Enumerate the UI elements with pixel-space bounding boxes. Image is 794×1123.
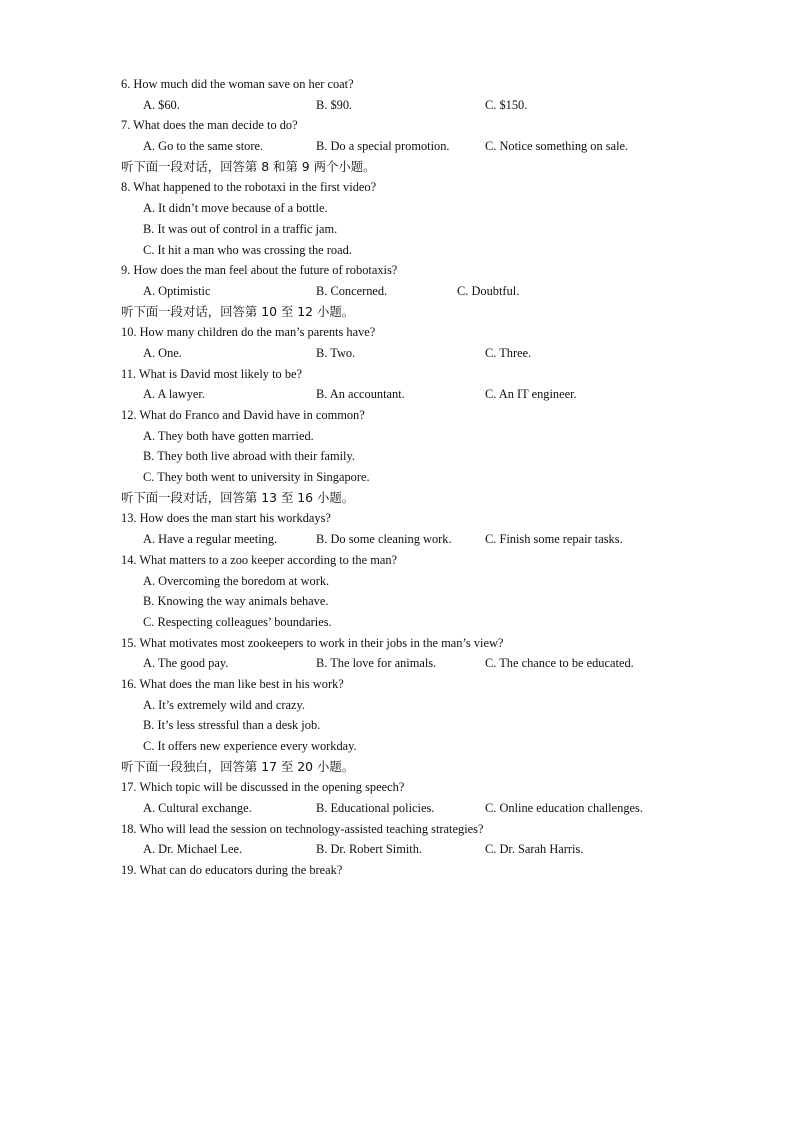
option-b: B. Educational policies. <box>316 801 435 816</box>
option-b: B. An accountant. <box>316 387 405 402</box>
question-line <box>121 74 721 95</box>
options-row <box>121 798 721 819</box>
options-row <box>121 343 721 364</box>
option-text: A. Overcoming the boredom at work. <box>143 573 330 588</box>
option-text: A. They both have gotten married. <box>143 428 314 443</box>
question-line <box>121 550 721 571</box>
question-text: 9. How does the man feel about the future of robotaxis? <box>121 263 398 278</box>
option-c: C. $150. <box>485 97 528 112</box>
option-a: A. Dr. Michael Lee. <box>143 842 243 857</box>
question-text: 6. How much did the woman save on her coat? <box>121 77 354 91</box>
option-c: C. Doubtful. <box>457 283 520 298</box>
question-text: 18. Who will lead the session on technology-assisted teaching strategies? <box>121 821 484 836</box>
section-instruction <box>121 302 721 323</box>
option-b: B. Concerned. <box>316 283 388 298</box>
option-line <box>121 219 721 240</box>
question-line <box>121 860 721 881</box>
exam-page <box>121 74 721 881</box>
option-c: C. An IT engineer. <box>485 387 577 402</box>
option-c: C. Finish some repair tasks. <box>485 532 623 547</box>
option-line <box>121 695 721 716</box>
option-text: A. It didn’t move because of a bottle. <box>143 201 328 216</box>
option-text: B. Knowing the way animals behave. <box>143 594 329 609</box>
options-row <box>121 529 721 550</box>
question-line <box>121 819 721 840</box>
option-c: C. Online education challenges. <box>485 801 643 816</box>
question-line <box>121 177 721 198</box>
option-line <box>121 736 721 757</box>
option-b: B. Two. <box>316 345 356 360</box>
section-instruction <box>121 488 721 509</box>
options-row <box>121 95 721 116</box>
question-text: 15. What motivates most zookeepers to work in their jobs in the man’s view? <box>121 635 504 650</box>
option-text: C. It offers new experience every workday. <box>143 739 357 753</box>
question-text: 13. How does the man start his workdays? <box>121 511 331 526</box>
option-a: A. Optimistic <box>143 283 211 298</box>
option-b: B. Do some cleaning work. <box>316 532 452 547</box>
option-line <box>121 240 721 261</box>
option-line <box>121 446 721 467</box>
question-line <box>121 405 721 426</box>
option-line <box>121 612 721 633</box>
option-text: C. It hit a man who was crossing the road. <box>143 242 352 257</box>
question-line <box>121 777 721 798</box>
instruction-text: 听下面一段对话，回答第 13 至 16 小题。 <box>121 489 355 505</box>
option-a: A. The good pay. <box>143 656 229 671</box>
option-a: A. $60. <box>143 97 180 112</box>
option-text: B. It’s less stressful than a desk job. <box>143 718 321 733</box>
option-text: B. They both live abroad with their family. <box>143 449 355 464</box>
option-text: B. It was out of control in a traffic jam. <box>143 221 338 236</box>
option-line <box>121 426 721 447</box>
options-row <box>121 653 721 674</box>
option-b: B. Dr. Robert Simith. <box>316 842 423 857</box>
question-text: 19. What can do educators during the break? <box>121 863 343 878</box>
instruction-text: 听下面一段独白，回答第 17 至 20 小题。 <box>121 758 355 774</box>
question-text: 17. Which topic will be discussed in the opening speech? <box>121 780 405 795</box>
options-row <box>121 136 721 157</box>
option-line <box>121 715 721 736</box>
option-b: B. Do a special promotion. <box>316 139 450 154</box>
options-row <box>121 839 721 860</box>
option-c: C. Dr. Sarah Harris. <box>485 842 584 857</box>
option-c: C. Notice something on sale. <box>485 139 629 154</box>
question-text: 11. What is David most likely to be? <box>121 366 303 381</box>
option-text: C. Respecting colleagues’ boundaries. <box>143 614 332 629</box>
question-text: 8. What happened to the robotaxi in the first video? <box>121 180 377 195</box>
option-text: C. They both went to university in Singapore. <box>143 470 370 485</box>
option-a: A. Have a regular meeting. <box>143 532 278 547</box>
option-line <box>121 571 721 592</box>
option-c: C. Three. <box>485 345 532 360</box>
option-c: C. The chance to be educated. <box>485 656 634 671</box>
section-instruction <box>121 757 721 778</box>
question-text: 7. What does the man decide to do? <box>121 118 298 133</box>
option-line <box>121 591 721 612</box>
question-line <box>121 322 721 343</box>
question-text: 10. How many children do the man’s parents have? <box>121 325 376 340</box>
option-a: A. Go to the same store. <box>143 139 264 154</box>
option-a: A. One. <box>143 345 182 360</box>
option-text: A. It’s extremely wild and crazy. <box>143 697 305 712</box>
question-line <box>121 508 721 529</box>
option-a: A. Cultural exchange. <box>143 801 252 816</box>
instruction-text: 听下面一段对话，回答第 10 至 12 小题。 <box>121 303 355 319</box>
option-line <box>121 198 721 219</box>
question-line <box>121 674 721 695</box>
options-row <box>121 384 721 405</box>
question-line <box>121 260 721 281</box>
instruction-text: 听下面一段对话，回答第 8 和第 9 两个小题。 <box>121 158 376 174</box>
question-text: 14. What matters to a zoo keeper according to the man? <box>121 552 398 567</box>
option-line <box>121 467 721 488</box>
question-text: 12. What do Franco and David have in common? <box>121 408 365 422</box>
options-row <box>121 281 721 302</box>
question-line <box>121 115 721 136</box>
option-a: A. A lawyer. <box>143 387 205 402</box>
option-b: B. The love for animals. <box>316 656 437 671</box>
question-line <box>121 364 721 385</box>
option-b: B. $90. <box>316 97 353 112</box>
question-text: 16. What does the man like best in his work? <box>121 676 344 691</box>
question-line <box>121 633 721 654</box>
section-instruction <box>121 157 721 178</box>
